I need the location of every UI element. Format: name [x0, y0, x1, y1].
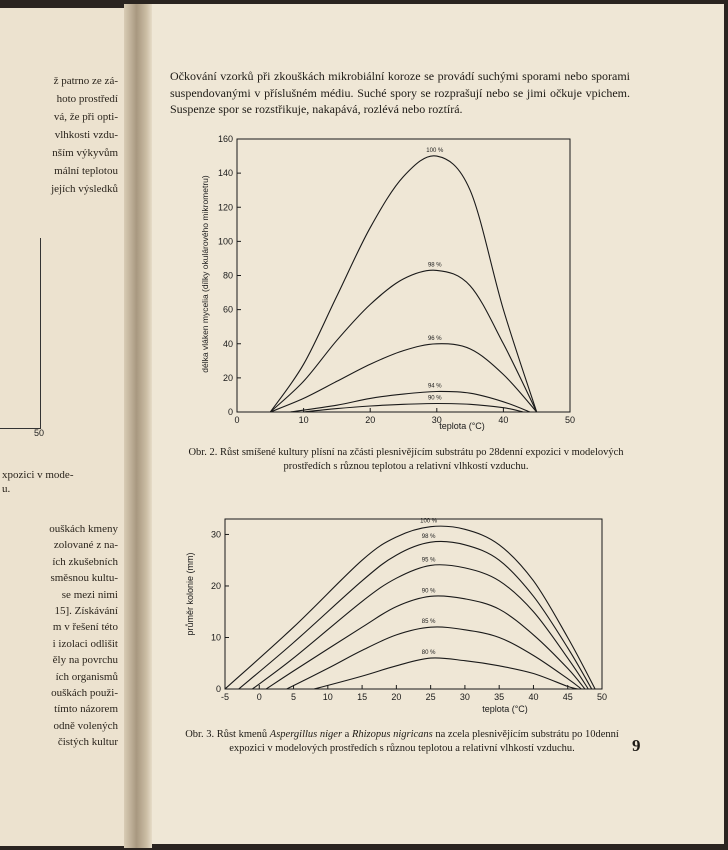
- figure-2-caption: [186, 446, 626, 474]
- c1-series-line: [270, 344, 536, 412]
- left-page-line: ích organismů: [55, 670, 118, 683]
- species-aspergillus: Aspergillus niger: [269, 729, 343, 740]
- c1-ytick-label: 40: [222, 338, 233, 349]
- figure-3-caption: [182, 728, 622, 756]
- c2-series-line: [225, 526, 595, 689]
- left-page-line: ěly na povrchu: [52, 654, 118, 667]
- c1-xtick-label: 40: [498, 415, 509, 425]
- c2-series-line: [314, 658, 578, 689]
- figure-3-text: na zcela plesnivějícím substrátu po 10denní expozici v modelových prostředích s různou teplotou a relativní vlhkostí vzduchu.: [229, 729, 619, 754]
- intro-paragraph: Očkování vzorků při zkouškách mikrobiální koroze se provádí suchými sporami nebo sporami suspendovanými v příslušném médiu. Suché spory se rozprašují nebo se jimi očkuje vpichem. Suspenze spor se rozstřikuje, nakapává, rozlévá nebo roztírá.: [170, 69, 630, 116]
- left-page-line: vá, že při opti-: [53, 111, 118, 123]
- c2-xtick-label: 50: [596, 692, 608, 702]
- c2-series-label: 80 %: [421, 650, 436, 657]
- c2-xtick-label: -5: [220, 692, 230, 702]
- left-page-line: směsnou kultu-: [50, 572, 118, 585]
- c1-ytick-label: 60: [222, 304, 233, 315]
- page-number: 9: [632, 736, 641, 755]
- left-chart-tick-label: 50: [34, 428, 45, 438]
- c1-xtick-label: 50: [564, 415, 576, 425]
- left-page-line: vlhkosti vzdu-: [54, 129, 118, 141]
- right-page: [152, 4, 724, 844]
- c2-ytick-label: 10: [210, 632, 221, 643]
- c2-series-label: 85 %: [421, 619, 436, 626]
- c2-ytick-label: 0: [215, 684, 221, 694]
- c2-xtick-label: 15: [357, 692, 368, 702]
- left-page-line: ouškách kmeny: [49, 523, 118, 535]
- c1-ytick-label: 100: [217, 236, 233, 247]
- figure-3-text: Růst kmenů: [214, 729, 270, 740]
- c1-frame: [237, 139, 570, 412]
- left-page-line: čistých kultur: [57, 736, 118, 749]
- figure-2-label: Obr. 2.: [188, 447, 218, 458]
- species-rhizopus: Rhizopus nigricans: [351, 729, 433, 740]
- figure-3-label: Obr. 3.: [185, 729, 215, 740]
- c1-ytick-label: 140: [217, 168, 233, 179]
- left-page-line: hoto prostředí: [56, 93, 118, 105]
- left-page-line: m v řešení této: [52, 621, 118, 634]
- c1-series-line: [270, 270, 536, 412]
- left-page-line: 15]. Získávání: [54, 605, 118, 617]
- left-page-line: ích zkušebních: [52, 555, 118, 568]
- left-chart-fragment: [0, 238, 41, 429]
- left-page-line: jejích výsledků: [51, 183, 118, 195]
- c2-xtick-label: 10: [322, 692, 333, 702]
- left-page-line: mální teplotou: [54, 165, 118, 177]
- c1-series-label: 96 %: [427, 335, 442, 342]
- c2-series-label: 95 %: [421, 557, 436, 564]
- c1-series-label: 100 %: [426, 148, 444, 155]
- book-gutter: [124, 4, 152, 848]
- chart-fig2: [192, 129, 592, 434]
- left-page: [0, 8, 124, 846]
- c2-series-label: 90 %: [421, 588, 436, 595]
- left-page-line: tímto názorem: [54, 703, 118, 716]
- figure-2-text: Růst smíšené kultury plísní na zčásti plesnivějícím substrátu po 28denní expozici v modelových prostředích s různou teplotou a relativní vlhkostí vzduchu.: [217, 447, 624, 472]
- c2-ytick-label: 30: [210, 529, 221, 540]
- c2-xtick-label: 30: [459, 692, 470, 702]
- c1-xtick-label: 30: [431, 415, 442, 425]
- c1-series-label: 90 %: [427, 395, 442, 402]
- chart-fig3-xlabel: teplota (°C): [482, 704, 528, 714]
- c2-xtick-label: 25: [425, 692, 436, 702]
- c1-ytick-label: 0: [227, 407, 233, 417]
- chart-fig3-series: [225, 519, 595, 689]
- c2-xtick-label: 40: [528, 692, 539, 702]
- c1-xtick-label: 10: [298, 415, 309, 425]
- c1-ytick-label: 160: [217, 134, 233, 144]
- c2-xtick-label: 45: [562, 692, 573, 702]
- left-page-line: ouškách použi-: [51, 687, 118, 699]
- chart-fig3-ylabel: průměr kolonie (mm): [185, 552, 195, 636]
- c2-series-line: [239, 541, 592, 689]
- c1-series-line: [290, 391, 530, 412]
- c2-xtick-label: 5: [291, 692, 297, 702]
- c1-ytick-label: 80: [222, 270, 233, 281]
- left-page-line: ž patrno ze zá-: [53, 75, 118, 87]
- chart-fig2-axes: [237, 139, 570, 412]
- left-page-line: nším výkyvům: [52, 147, 118, 159]
- c2-series-label: 98 %: [421, 534, 436, 541]
- left-page-line: odně volených: [53, 719, 118, 732]
- c2-ytick-label: 20: [210, 580, 221, 591]
- chart-fig3: [180, 509, 610, 714]
- figure-3-text: a: [342, 729, 352, 740]
- c1-xtick-label: 20: [365, 415, 376, 425]
- left-caption-line: u.: [2, 483, 11, 495]
- left-page-line: zolované z na-: [53, 539, 118, 552]
- c2-xtick-label: 35: [494, 692, 505, 702]
- chart-fig2-ylabel: délka vláken mycelia (dílky okulárového mikrometru): [200, 175, 210, 373]
- c1-xtick-label: 0: [234, 415, 240, 425]
- c2-xtick-label: 20: [391, 692, 402, 702]
- c1-series-label: 94 %: [427, 383, 442, 390]
- left-page-line: se mezi nimi: [61, 588, 118, 601]
- c1-series-label: 98 %: [427, 262, 442, 269]
- c1-ytick-label: 20: [222, 372, 233, 383]
- c2-series-line: [252, 565, 588, 689]
- chart-fig2-series: [270, 148, 536, 412]
- chart-fig2-xlabel: teplota (°C): [439, 421, 485, 431]
- left-caption-line: xpozici v mode-: [2, 469, 74, 481]
- c2-xtick-label: 0: [256, 692, 262, 702]
- left-page-line: i izolaci odlišit: [52, 637, 118, 650]
- c1-ytick-label: 120: [217, 202, 233, 213]
- c2-series-label: 100 %: [420, 518, 438, 525]
